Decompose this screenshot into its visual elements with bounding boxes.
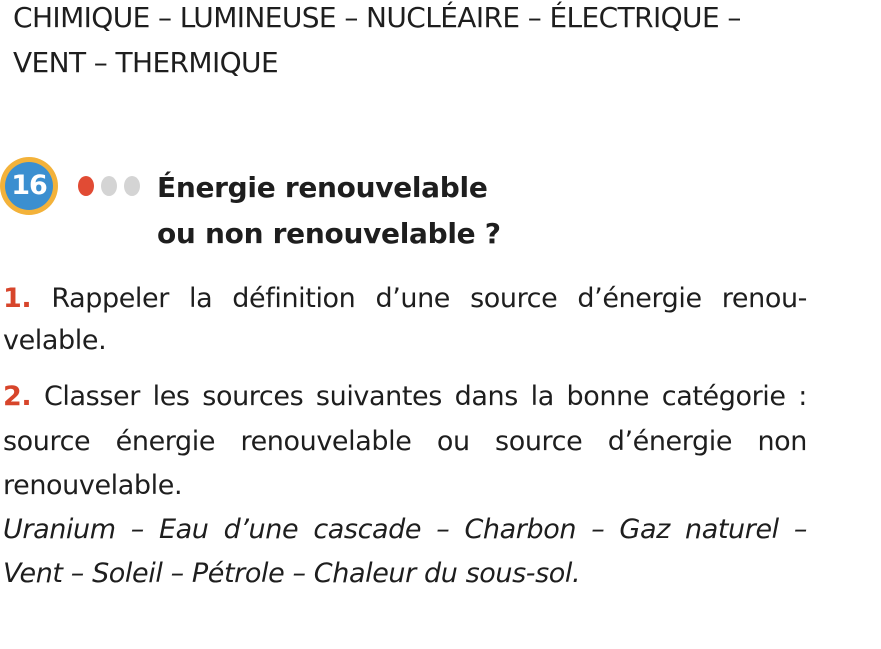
question-2-line-1 — [3, 383, 807, 410]
difficulty-dot-inactive — [124, 176, 140, 196]
difficulty-dot-inactive — [101, 176, 117, 196]
energy-forms-line-1: CHIMIQUE – LUMINEUSE – NUCLÉAIRE – ÉLECTRIQUE – — [13, 1, 741, 34]
question-number: 1. — [3, 283, 32, 314]
question-1-line-1 — [3, 285, 807, 312]
exercise-title-line-2: ou non renouvelable ? — [157, 217, 501, 250]
question-2-line-2: source énergie renouvelable ou source d’énergie non — [3, 426, 807, 457]
question-text: Rappeler la définition d’une source d’énergie renou- — [51, 283, 807, 314]
question-number: 2. — [3, 381, 32, 412]
difficulty-dot-active — [78, 176, 94, 196]
question-2-line-3: renouvelable. — [3, 470, 183, 501]
sources-list-line-2: Vent – Soleil – Pétrole – Chaleur du sous-sol. — [3, 558, 581, 589]
question-1-line-2: velable. — [3, 325, 107, 356]
sources-list-line-1: Uranium – Eau d’une cascade – Charbon – Gaz naturel – — [3, 514, 807, 545]
question-text: Classer les sources suivantes dans la bonne catégorie : — [43, 381, 808, 412]
exercise-number-badge — [0, 157, 58, 215]
exercise-title-line-1: Énergie renouvelable — [157, 171, 488, 204]
energy-forms-line-2: VENT – THERMIQUE — [13, 46, 279, 79]
exercise-number: 16 — [5, 162, 53, 210]
